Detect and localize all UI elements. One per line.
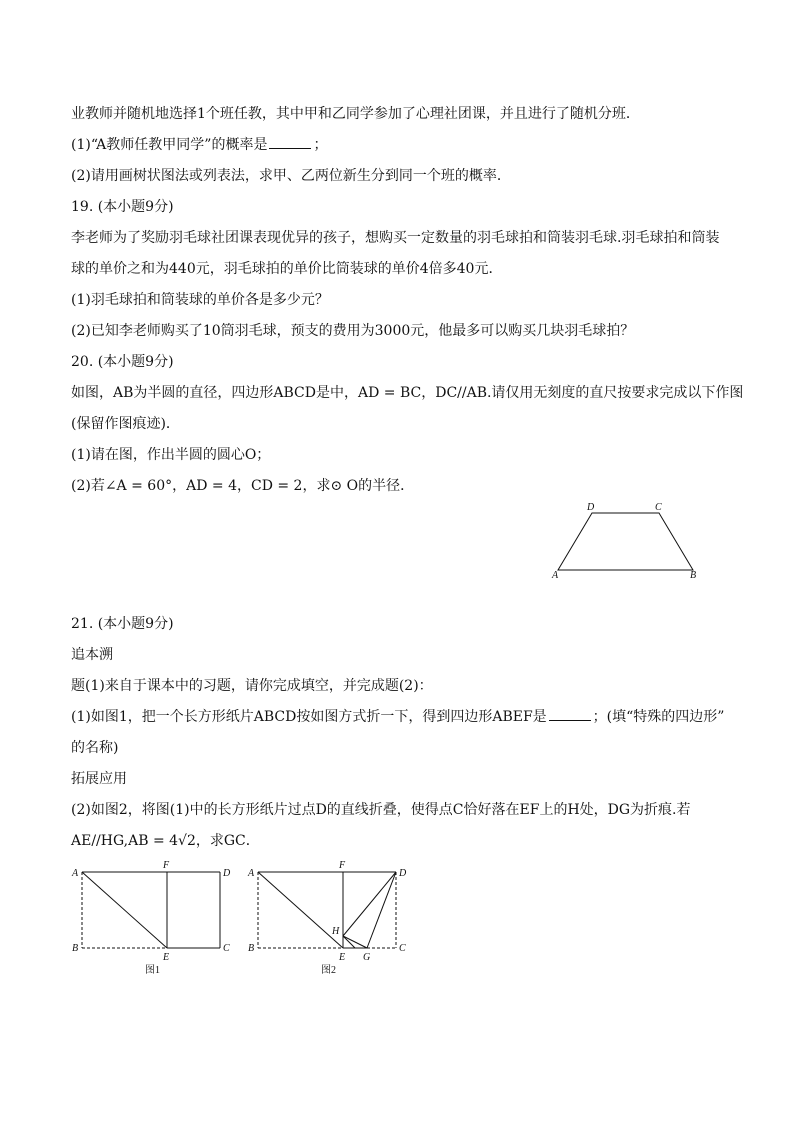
segment-hg-3 <box>343 936 367 948</box>
question-18-part-2: (2)请用画树状图法或列表法，求甲、乙两位新生分到同一个班的概率． <box>71 168 511 184</box>
trapezoid-abcd <box>558 513 693 570</box>
fig1-label-e: E <box>163 952 170 963</box>
q18-1-tail: ； <box>313 137 328 153</box>
diagonal-ae <box>82 872 167 948</box>
question-21-part-1-cont: 的名称) <box>71 740 119 756</box>
figure-20-trapezoid <box>545 500 705 580</box>
question-19-part-1: (1)羽毛球拍和筒装球的单价各是多少元？ <box>71 292 329 308</box>
question-19-stem-1: 李老师为了奖励羽毛球社团课表现优异的孩子，想购买一定数量的羽毛球拍和筒装羽毛球.羽毛球拍和筒装 <box>71 230 720 246</box>
question-20-stem-1: 如图，AB为半圆的直径，四边形ABCD是中，AD = BC，DC//AB.请仅用无刻度的直尺按要求完成以下作图 <box>71 385 744 401</box>
fig1-label-a: A <box>72 868 79 879</box>
fig2-label-e: E <box>339 952 346 963</box>
question-19-part-2: (2)已知李老师购买了10筒羽毛球，预支的费用为3000元，他最多可以购买几块羽毛球拍？ <box>71 323 635 339</box>
fig2-label-c: C <box>399 943 406 954</box>
fig2-caption: 图2 <box>321 965 336 976</box>
label-c: C <box>655 502 662 513</box>
question-21-part-2-cont: AE//HG,AB = 4√2，求GC． <box>71 833 260 849</box>
fig2-label-h: H <box>332 926 340 937</box>
question-21-title: 追本溯 <box>71 647 113 663</box>
figure-1-rectangle <box>70 860 235 978</box>
question-21-part-2: (2)如图2，将图(1)中的长方形纸片过点D的直线折叠，使得点C恰好落在EF上的H处，DG为折痕.若 <box>71 802 691 818</box>
fig2-label-f: F <box>339 860 346 871</box>
question-20-header: 20. (本小题9分) <box>71 354 174 370</box>
label-d: D <box>587 502 595 513</box>
question-19-header: 19. (本小题9分) <box>71 199 174 215</box>
fig2-label-b: B <box>248 943 255 954</box>
answer-blank-2[interactable] <box>549 707 591 721</box>
fig2-label-d: D <box>399 868 407 879</box>
q18-1-text: (1)“A教师任教甲同学”的概率是 <box>71 137 268 153</box>
diagonal-ae <box>258 872 343 948</box>
question-21-header: 21. (本小题9分) <box>71 616 174 632</box>
answer-blank[interactable] <box>269 135 311 149</box>
segment-dh <box>343 872 396 936</box>
question-21-part-1 <box>71 707 724 727</box>
q21-1-tail: ；(填“特殊的四边形” <box>592 709 725 725</box>
q21-1-text: (1)如图1，把一个长方形纸片ABCD按如图方式折一下，得到四边形ABEF是 <box>71 709 547 725</box>
line-1: 业教师并随机地选择1个班任教，其中甲和乙同学参加了心理社团课，并且进行了随机分班． <box>71 106 640 122</box>
fig1-label-f: F <box>163 860 170 871</box>
crease-dg <box>367 872 396 948</box>
extension-heading: 拓展应用 <box>71 771 127 787</box>
fig1-label-b: B <box>72 943 79 954</box>
question-21-intro: 题(1)来自于课本中的习题，请你完成填空，并完成题(2)： <box>71 678 433 694</box>
question-20-stem-2: (保留作图痕迹)． <box>71 416 180 432</box>
question-20-part-1: (1)请在图，作出半圆的圆心O； <box>71 447 271 463</box>
label-a: A <box>552 570 559 580</box>
segment-hg <box>343 936 355 948</box>
fig2-label-a: A <box>248 868 255 879</box>
question-18-part-1 <box>71 135 327 155</box>
label-b: B <box>690 570 697 580</box>
fig1-caption: 图1 <box>145 965 160 976</box>
question-19-stem-2: 球的单价之和为440元，羽毛球拍的单价比筒装球的单价4倍多40元． <box>71 261 503 277</box>
question-20-part-2: (2)若∠A = 60°，AD = 4，CD = 2，求⊙ O的半径． <box>71 478 415 494</box>
figure-2-rectangle <box>246 860 411 978</box>
fig1-label-c: C <box>223 943 230 954</box>
fig1-label-d: D <box>223 868 231 879</box>
fig2-label-g: G <box>363 952 371 963</box>
